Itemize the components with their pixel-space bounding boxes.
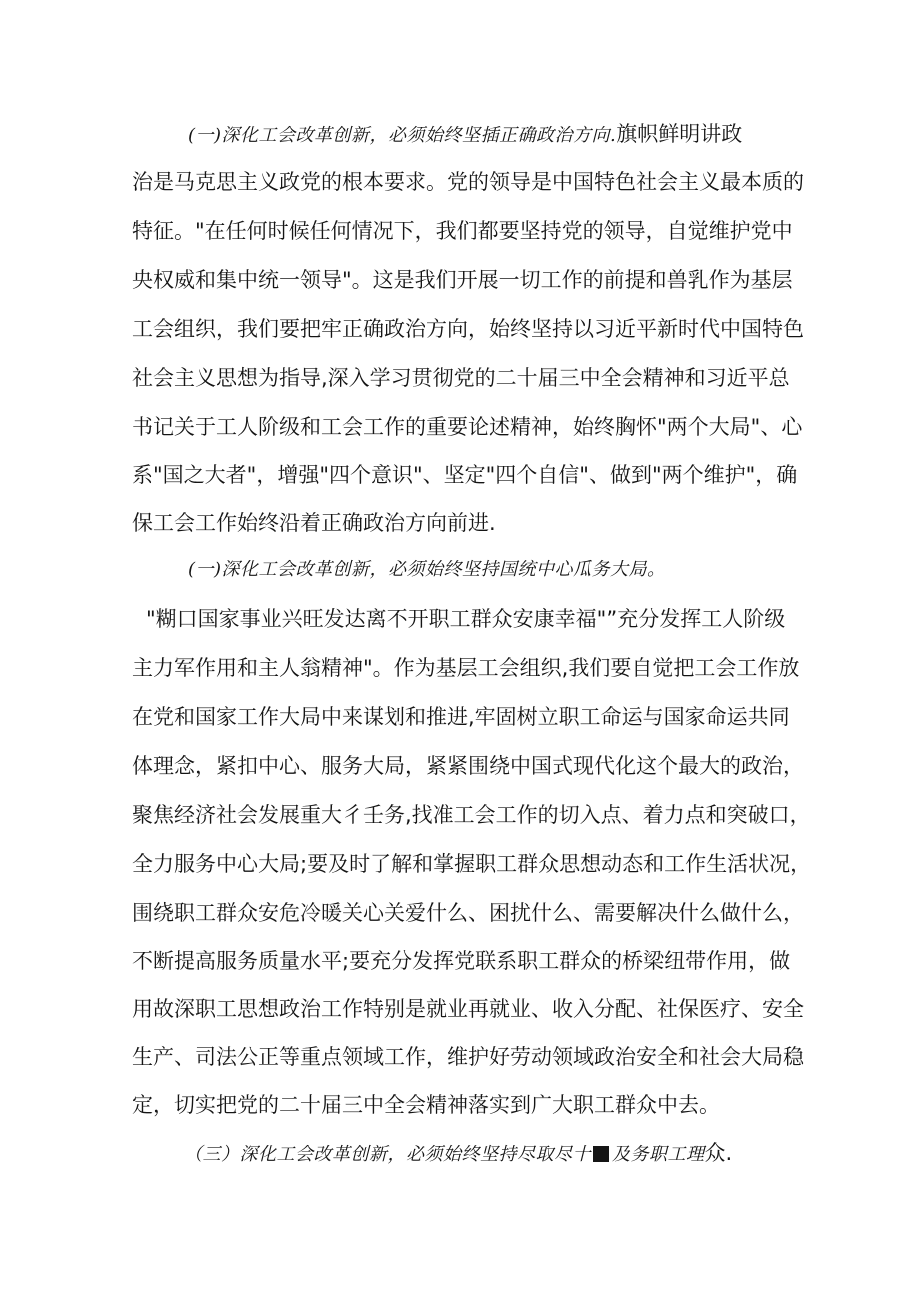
section-3-heading: （三）深化工会改革创新，必须始终坚持尽取尽十 [184,1144,591,1165]
section-1-line: 系"国之大者"，增强"四个意识"、坚定"四个自信"、做到"两个维护"，确 [132,463,798,487]
section-3-heading-tail: 及务职工理 [612,1144,705,1165]
section-2-heading: (一)深化工会改革创新，必须始终坚持国统中心瓜务大局。 [188,559,666,580]
section-1-line: 社会主义思想为指导,深入学习贯彻党的二十届三中全会精神和习近平总 [132,366,790,390]
section-1-line: 工会组织，我们要把牢正确政治方向，始终坚持以习近平新时代中国特色 [132,317,804,341]
section-2-line: 全力服务中心大局;要及时了解和掌握职工群众思想动态和工作生活状况， [132,852,812,876]
section-1-line: 央权威和集中统一领导"。这是我们开展一切工作的前提和兽乳作为基层 [132,268,793,292]
section-2-line: "糊口国家事业兴旺发达离不开职工群众安康幸福"”充分发挥工人阶级 [146,607,786,631]
section-1-heading-line [188,124,742,145]
section-2-line: 定，切实把党的二十届三中全会精神落实到广大职工群众中去。 [132,1093,720,1117]
section-2-line: 在党和国家工作大局中来谋划和推进,牢固树立职工命运与国家命运共同 [132,705,790,729]
section-2-line: 体理念，紧扣中心、服务大局，紧紧围绕中国式现代化这个最大的政治， [132,754,804,778]
section-2-line: 生产、司法公正等重点领域工作，维护好劳动领域政治安全和社会大局稳 [132,1045,804,1069]
section-1-line: 特征。"在任何时候任何情况下，我们都要坚持党的领导，自觉维护党中 [132,219,793,243]
section-2-line: 用故深职工思想政治工作特别是就业再就业、收入分配、社保医疗、安全 [132,997,804,1021]
section-2-line: 主力军作用和主人翁精神"。作为基层工会组织,我们要自觉把工会工作放 [132,656,800,680]
section-2-line: 围绕职工群众安危冷暖关心关爱什么、困扰什么、需要解决什么做什么， [132,901,804,925]
redaction-block-icon [593,1146,609,1162]
section-3-heading-line [184,1143,732,1164]
section-1-line: 书记关于工人阶级和工会工作的重要论述精神，始终胸怀"两个大局"、心 [132,415,803,439]
section-2-line: 聚焦经济社会发展重大彳壬务,找准工会工作的切入点、着力点和突破口， [132,803,811,827]
section-3-heading-end: 众. [704,1141,733,1165]
section-1-line: 治是马克思主义政党的根本要求。党的领导是中国特色社会主义最本质的 [132,170,804,194]
section-1-heading: (一)深化工会改革创新，必须始终坚插正确政治方向. [188,125,617,146]
section-1-line: 保工会工作始终沿着正确政治方向前进. [132,511,496,535]
section-1-heading-tail: 旗帜鲜明讲政 [616,122,743,146]
section-2-line: 不断提高服务质量水平;要充分发挥党联系职工群众的桥梁纽带作用，做 [132,949,791,973]
